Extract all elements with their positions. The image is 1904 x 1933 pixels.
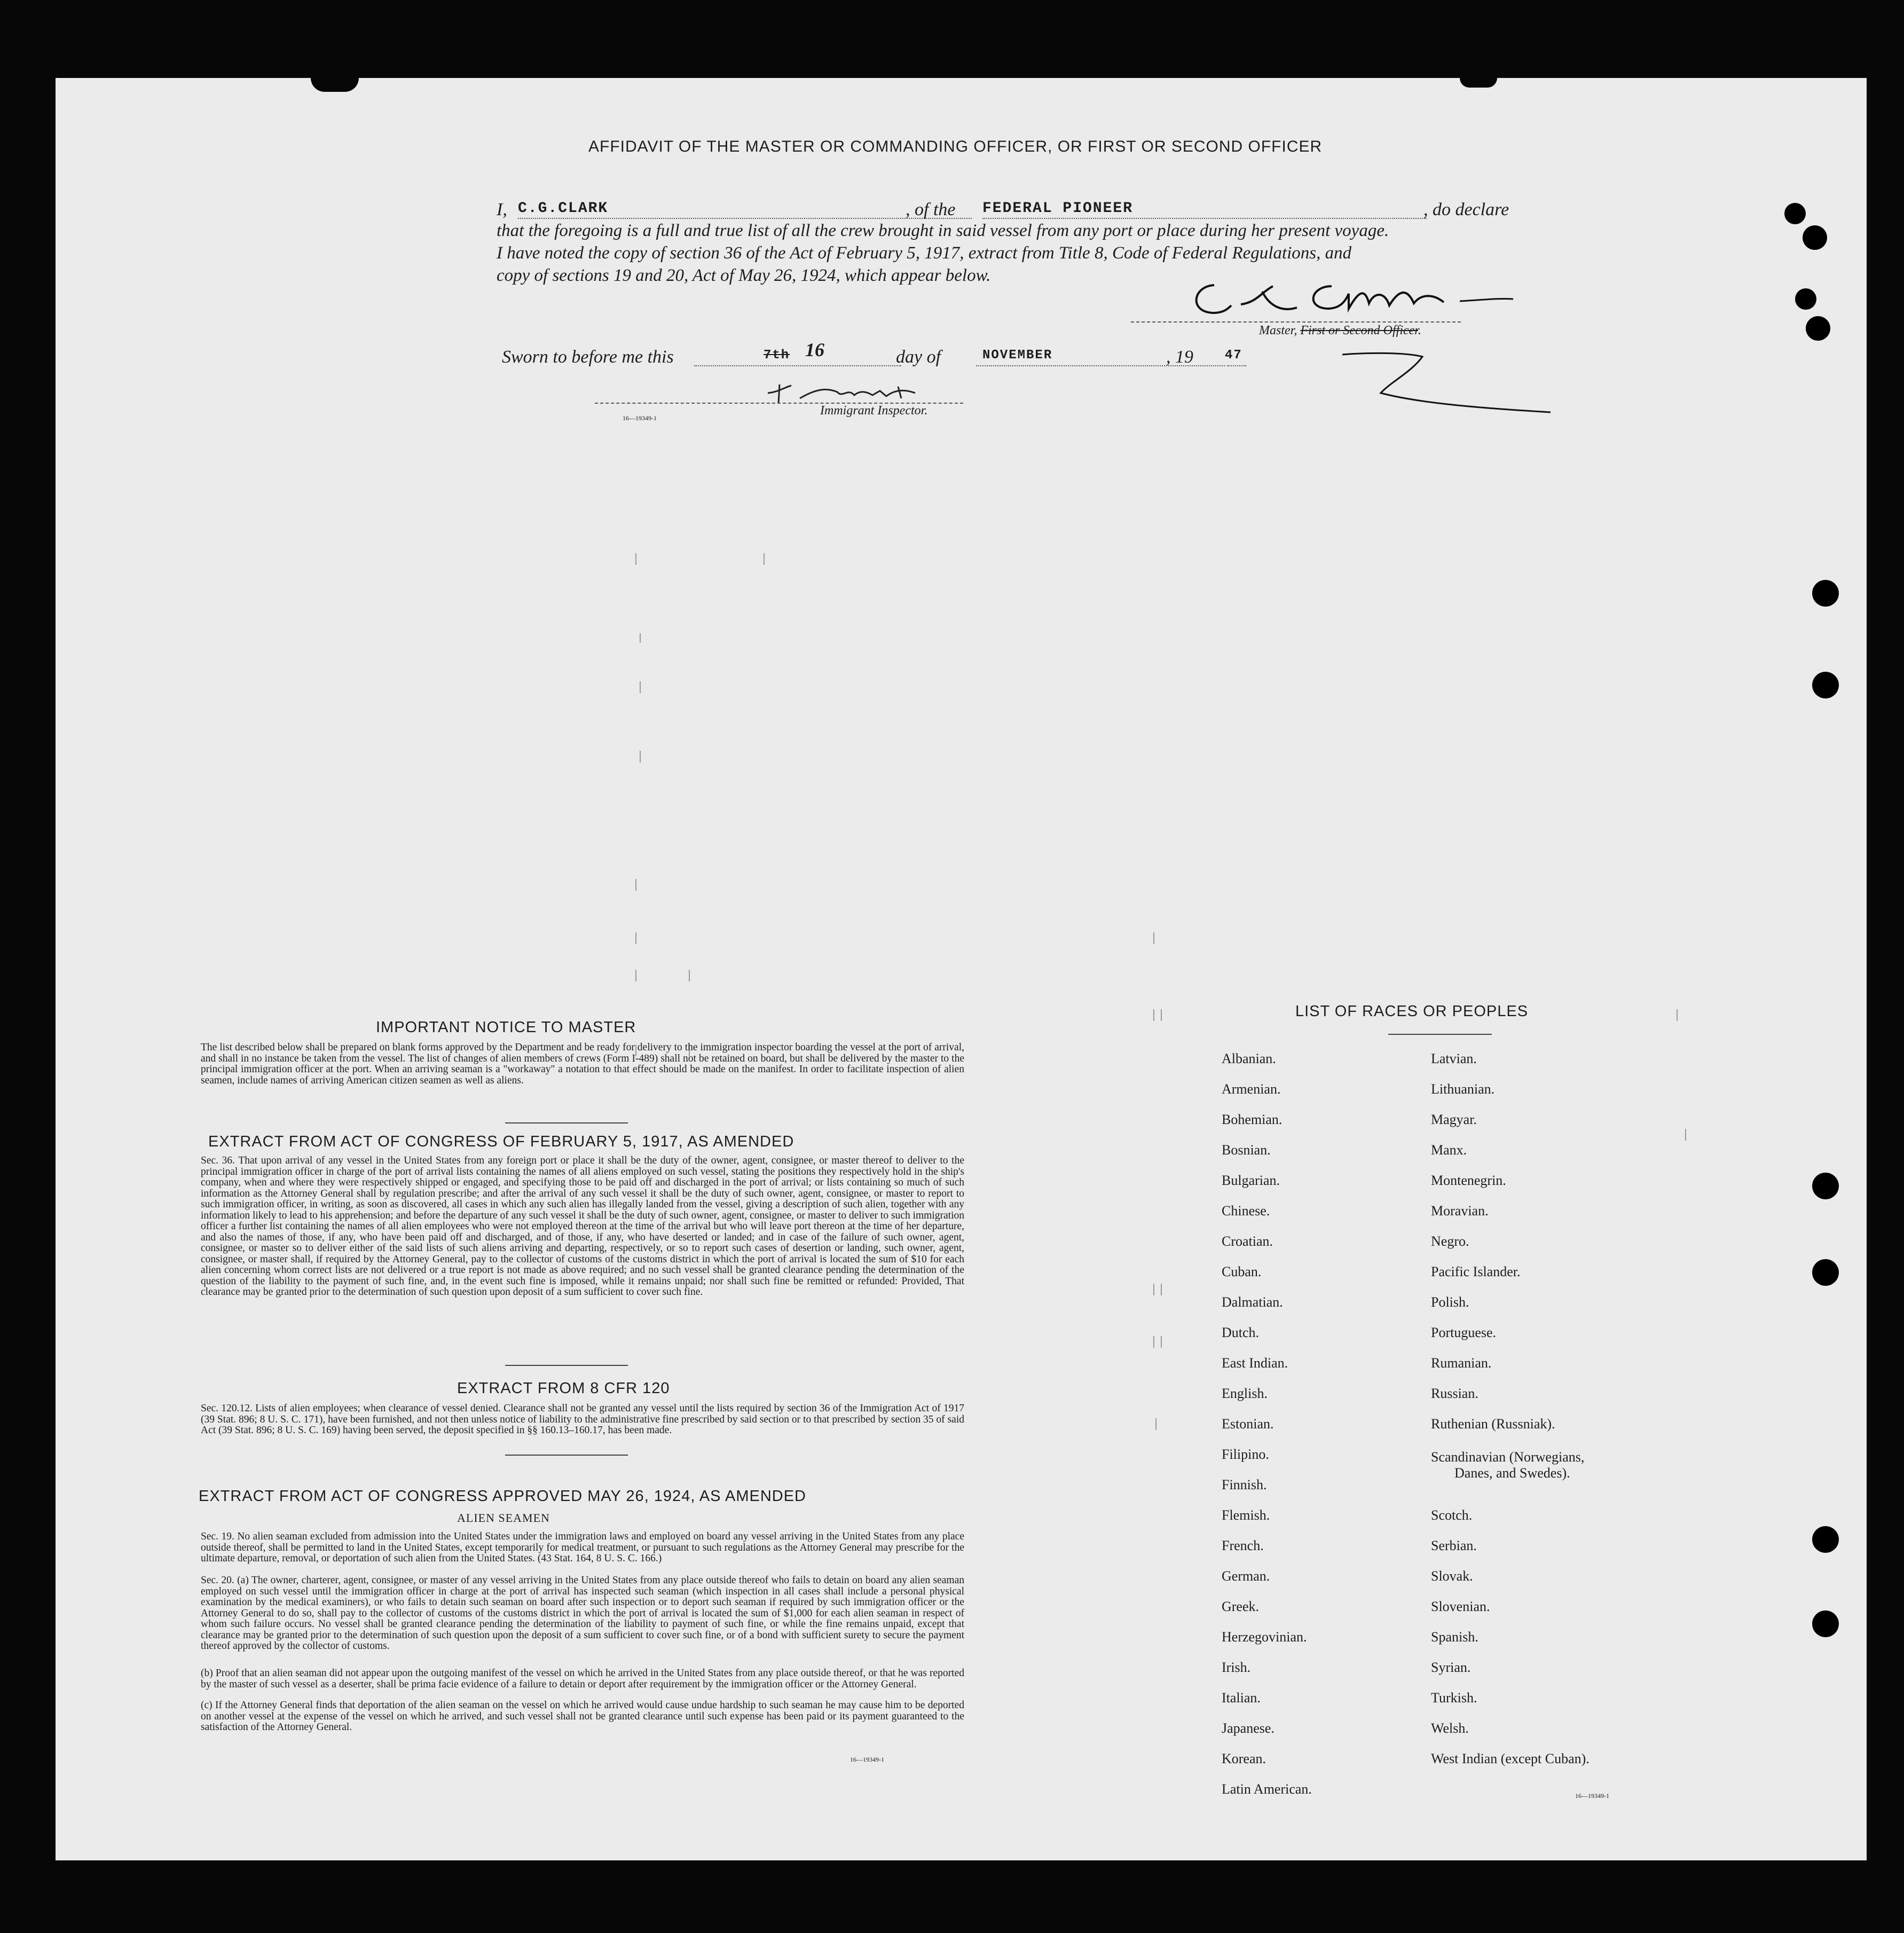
race-item: Japanese. bbox=[1222, 1720, 1274, 1736]
extract-1924-sec20c: (c) If the Attorney General finds that deportation of the alien seaman on the vessel on which he arrived would cause undue hardship to such seaman he may cause him to be deported on another vessel at the expense of the vessel on which he arrived, and such vessel shall not be granted clearance until such expense has been paid or its payment guaranteed to the satisfaction of the Attorney General. bbox=[201, 1700, 964, 1733]
race-item: Dutch. bbox=[1222, 1325, 1260, 1340]
punch-hole bbox=[1806, 316, 1830, 341]
race-item: Cuban. bbox=[1222, 1264, 1262, 1279]
race-item: Ruthenian (Russniak). bbox=[1431, 1416, 1555, 1432]
punch-hole bbox=[1784, 203, 1806, 224]
inspector-caption: Immigrant Inspector. bbox=[820, 404, 928, 418]
sworn-year: 47 bbox=[1225, 348, 1242, 363]
race-item: Montenegrin. bbox=[1431, 1173, 1506, 1188]
year-prefix: , 19 bbox=[1166, 347, 1193, 367]
race-item: Magyar. bbox=[1431, 1112, 1477, 1127]
race-item: Dalmatian. bbox=[1222, 1294, 1283, 1310]
race-item: Turkish. bbox=[1431, 1690, 1477, 1706]
race-item: Filipino. bbox=[1222, 1447, 1269, 1462]
punch-hole bbox=[1812, 1173, 1839, 1199]
punch-hole bbox=[1812, 1610, 1839, 1637]
torn-edge bbox=[1460, 78, 1497, 88]
extract-1924-title: EXTRACT FROM ACT OF CONGRESS APPROVED MAY 26, 1924, AS AMENDED bbox=[199, 1488, 806, 1505]
master-caption: Master, First or Second Officer. bbox=[1259, 324, 1421, 337]
notice-text: The list described below shall be prepared on blank forms approved by the Department and be ready for delivery to the immigration inspector boarding the vessel at the port of arrival, and shall in no instance be taken from the vessel. The list of changes of alien members of crews (Form I-489) shall not be retained on board, but shall be delivered by the master to the principal immigration officer at the port. When an arriving seaman is a "workaway" a notation to that effect should be made on the manifest. In order to facilitate inspection of alien seamen, include names of arriving American citizen seamen as well as aliens. bbox=[201, 1042, 964, 1086]
punch-hole bbox=[1795, 288, 1816, 310]
race-item: Slovenian. bbox=[1431, 1599, 1490, 1614]
do-declare-label: , do declare bbox=[1423, 200, 1509, 219]
vessel-name-field: FEDERAL PIONEER bbox=[982, 200, 1134, 217]
races-title: LIST OF RACES OR PEOPLES bbox=[1295, 1003, 1529, 1020]
race-item: Irish. bbox=[1222, 1660, 1251, 1675]
race-item: Bohemian. bbox=[1222, 1112, 1283, 1127]
race-item: Serbian. bbox=[1431, 1538, 1477, 1553]
sworn-day-handwritten: 16 bbox=[805, 339, 824, 360]
punch-hole bbox=[1812, 580, 1839, 607]
race-item: Croatian. bbox=[1222, 1233, 1273, 1249]
race-item: Scotch. bbox=[1431, 1507, 1473, 1523]
race-item: Scandinavian (Norwegians, bbox=[1431, 1449, 1585, 1465]
race-item: Rumanian. bbox=[1431, 1355, 1492, 1371]
torn-edge bbox=[311, 78, 359, 92]
extract-cfr-text: Sec. 120.12. Lists of alien employees; when clearance of vessel denied. Clearance shall not be granted any vessel until the lists required by section 36 of the Immigration Act of 1917 (39 Stat. 896; 8 U. S. C. 171), have been furnished, and not then unless notice of liability to the administrative fine prescribed by said section or to that prescribed by section 35 of said Act (39 Stat. 896; 8 U. S. C. 169) having been served, the deposit specified in §§ 160.13–160.17, has been made. bbox=[201, 1403, 964, 1436]
annotation-mark bbox=[1337, 350, 1561, 417]
punch-hole bbox=[1812, 672, 1839, 698]
race-item: Spanish. bbox=[1431, 1629, 1478, 1645]
races-form-number: 16—19349-1 bbox=[1575, 1792, 1609, 1800]
race-item: Flemish. bbox=[1222, 1507, 1270, 1523]
extract-1917-text: Sec. 36. That upon arrival of any vessel in the United States from any foreign port or place it shall be the duty of the owner, agent, consignee, or master thereof to deliver to the principal immigration officer in charge of the port of arrival lists containing the names of all aliens employed on such vessel, stating the positions they respectively hold in the ship's company, when and where they were respectively shipped or engaged, and specifying those to be paid off and discharged in the port of arrival; or lists containing so much of such information as the Attorney General shall by regulation prescribe; and after the arrival of any such vessel it shall be the duty of such owner, agent, consignee, or master to report to such immigration officer, in writing, as soon as discovered, all cases in which any such alien has illegally landed from the vessel, giving a description of such alien, together with any information likely to lead to his apprehension; and before the departure of any such vessel it shall be the duty of such owner, agent, consignee, or master to deliver to such immigration officer a further list containing the names of all alien employees who were not employed thereon at the time of the arrival but who will leave port thereon at the time of her departure, and also the names of those, if any, who have been paid off and discharged, and of those, if any, who have deserted or landed; and in case of the failure of such owner, agent, consignee, or master so to deliver either of the said lists of such aliens arriving and departing, respectively, or so to report such cases of desertion or landing, such owner, agent, consignee, or master shall, if required by the Attorney General, pay to the collector of customs of the customs district in which the port of arrival is located the sum of $10 for each alien concerning whom correct lists are not delivered or a true report is not made as above required; and no such vessel shall be granted clearance pending the determination of the question of the liability to the payment of such fine, and, in the event such fine is imposed, while it remains unpaid; nor shall such fine be remitted or refunded: Provided, That clearance may be granted prior to the determination of such question upon deposit of a sum sufficient to cover such fine. bbox=[201, 1155, 964, 1298]
race-item: Herzegovinian. bbox=[1222, 1629, 1307, 1645]
notice-title: IMPORTANT NOTICE TO MASTER bbox=[376, 1019, 636, 1036]
extract-1924-sec20b: (b) Proof that an alien seaman did not appear upon the outgoing manifest of the vessel on which he arrived in the United States from any place outside thereof, or that he was reported by the master of such vessel as a deserter, shall be prima facie evidence of a failure to detain or deport after requirement by the immigration officer or the Attorney General. bbox=[201, 1668, 964, 1690]
race-item: Polish. bbox=[1431, 1294, 1469, 1310]
declaration-line-4: copy of sections 19 and 20, Act of May 26, 1924, which appear below. bbox=[497, 266, 991, 285]
master-signature bbox=[1182, 270, 1524, 324]
race-item: Pacific Islander. bbox=[1431, 1264, 1521, 1279]
punch-hole bbox=[1812, 1259, 1839, 1286]
punch-hole bbox=[1803, 225, 1827, 250]
extract-1924-subtitle: ALIEN SEAMEN bbox=[457, 1511, 550, 1525]
race-item: Latvian. bbox=[1431, 1051, 1477, 1066]
sworn-month: NOVEMBER bbox=[982, 348, 1053, 363]
declaration-line-3: I have noted the copy of section 36 of the Act of February 5, 1917, extract from Title 8, Code of Federal Regulations, and bbox=[497, 243, 1352, 263]
race-item: English. bbox=[1222, 1386, 1268, 1401]
race-item: Italian. bbox=[1222, 1690, 1261, 1706]
race-item: Estonian. bbox=[1222, 1416, 1274, 1432]
master-name-field: C.G.CLARK bbox=[518, 200, 609, 217]
race-item: Welsh. bbox=[1431, 1720, 1469, 1736]
extract-1924-sec19: Sec. 19. No alien seaman excluded from admission into the United States under the immigration laws and employed on board any vessel arriving in the United States from any place outside thereof, shall be permitted to land in the United States, except temporarily for medical treatment, or pursuant to such regulations as the Attorney General may prescribe for the ultimate departure, removal, or deportation of such alien from the United States. (43 Stat. 164, 8 U. S. C. 166.) bbox=[201, 1531, 964, 1564]
race-item: Negro. bbox=[1431, 1233, 1469, 1249]
extract-form-number: 16—19349-1 bbox=[850, 1756, 884, 1763]
race-item: Portuguese. bbox=[1431, 1325, 1497, 1340]
extract-1917-title: EXTRACT FROM ACT OF CONGRESS OF FEBRUARY 5, 1917, AS AMENDED bbox=[208, 1133, 794, 1150]
race-item: Bosnian. bbox=[1222, 1142, 1271, 1158]
race-item: French. bbox=[1222, 1538, 1264, 1553]
race-item: Finnish. bbox=[1222, 1477, 1267, 1492]
race-item: Korean. bbox=[1222, 1751, 1266, 1766]
sworn-day-typed: 7th bbox=[764, 348, 790, 363]
document-page bbox=[56, 78, 1867, 1860]
race-item: German. bbox=[1222, 1568, 1270, 1584]
affidavit-form-number: 16—19349-1 bbox=[623, 414, 657, 422]
punch-hole bbox=[1812, 1526, 1839, 1553]
race-item: Manx. bbox=[1431, 1142, 1467, 1158]
day-of-label: day of bbox=[896, 347, 941, 367]
sworn-label: Sworn to before me this bbox=[502, 347, 674, 367]
race-item: Armenian. bbox=[1222, 1081, 1281, 1097]
race-item: Latin American. bbox=[1222, 1781, 1312, 1797]
race-item: Danes, and Swedes). bbox=[1454, 1465, 1570, 1481]
race-item: East Indian. bbox=[1222, 1355, 1288, 1371]
race-item: Bulgarian. bbox=[1222, 1173, 1280, 1188]
declaration-line-2: that the foregoing is a full and true list of all the crew brought in said vessel from any port or place during her present voyage. bbox=[497, 221, 1389, 240]
race-item: Lithuanian. bbox=[1431, 1081, 1495, 1097]
of-the-label: , of the bbox=[906, 200, 956, 219]
race-item: Albanian. bbox=[1222, 1051, 1276, 1066]
race-item: Greek. bbox=[1222, 1599, 1260, 1614]
declaration-i-label: I, bbox=[497, 200, 507, 219]
race-item: Slovak. bbox=[1431, 1568, 1473, 1584]
affidavit-title: AFFIDAVIT OF THE MASTER OR COMMANDING OFFICER, OR FIRST OR SECOND OFFICER bbox=[588, 138, 1323, 155]
race-item: Syrian. bbox=[1431, 1660, 1471, 1675]
race-item: Russian. bbox=[1431, 1386, 1478, 1401]
extract-cfr-title: EXTRACT FROM 8 CFR 120 bbox=[457, 1380, 670, 1397]
race-item: Moravian. bbox=[1431, 1203, 1489, 1219]
race-item: West Indian (except Cuban). bbox=[1431, 1751, 1590, 1766]
race-item: Chinese. bbox=[1222, 1203, 1270, 1219]
extract-1924-sec20a: Sec. 20. (a) The owner, charterer, agent, consignee, or master of any vessel arriving in the United States from any place outside thereof who fails to detain on board any alien seaman employed on such vessel until the immigration officer in charge at the port of arrival has inspected such seaman (which inspection in all cases shall include a personal physical examination by the medical examiners), or who fails to detain such seaman on board after such inspection or to deport such seaman if required by such immigration officer or the Attorney General to do so, shall pay to the collector of customs of the customs district in which the port of arrival is located the sum of $1,000 for each alien seaman in respect of whom such failure occurs. No vessel shall be granted clearance pending the determination of the liability to payment of such fine, or while the fine remains unpaid, except that clearance may be granted prior to the determination of such question upon the deposit of a sum sufficient to cover such fine, or of a bond with sufficient surety to secure the payment thereof approved by the collector of customs. bbox=[201, 1575, 964, 1652]
